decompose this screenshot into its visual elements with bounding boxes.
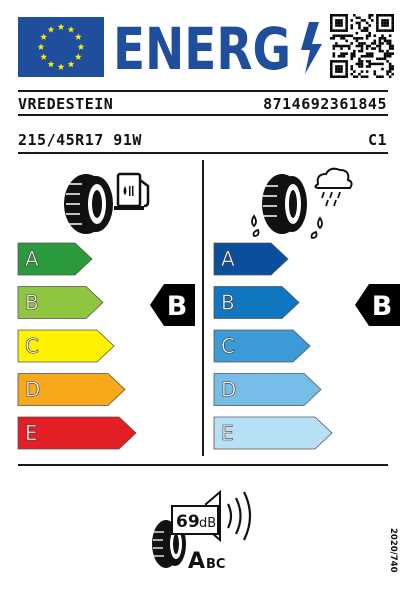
fuel-class-label: A	[25, 247, 39, 271]
fuel-class-a	[18, 243, 92, 275]
fuel-class-b	[18, 287, 103, 319]
wet-grip-icon	[246, 162, 356, 240]
energy-bolt-icon	[301, 22, 322, 74]
noise-value: 69	[176, 512, 200, 532]
fuel-efficiency-icon	[58, 162, 158, 238]
fuel-rating-badge	[150, 284, 195, 326]
fuel-efficiency-scale	[17, 242, 147, 454]
wet-grip-class-d	[214, 374, 321, 406]
wet-rating-letter: B	[371, 291, 393, 322]
fuel-class-label: E	[25, 421, 38, 445]
noise-unit: dB	[199, 516, 217, 531]
wet-grip-scale	[213, 242, 343, 454]
fuel-class-d	[18, 374, 125, 406]
divider-top	[18, 90, 388, 92]
ean-code: 8714692361845	[263, 95, 387, 113]
divider-bottom	[18, 464, 388, 466]
fuel-class-e	[18, 417, 136, 449]
wet-grip-class-label: E	[221, 421, 234, 445]
tyre-size: 215/45R17 91W	[18, 131, 142, 149]
tyre-class: C1	[367, 131, 387, 149]
noise-section	[148, 484, 260, 574]
wet-grip-rating-badge	[355, 284, 400, 326]
energy-label-title	[113, 15, 325, 83]
fuel-class-c	[18, 330, 114, 362]
wet-grip-class-label: B	[221, 290, 235, 315]
wet-grip-class-a	[214, 243, 288, 275]
sound-waves-icon	[228, 492, 250, 540]
brand-name: VREDESTEIN	[18, 95, 114, 113]
wet-grip-class-label: A	[221, 247, 235, 271]
qr-code	[330, 14, 394, 78]
regulation-number	[381, 526, 398, 576]
regulation-text: 2020/740	[388, 528, 398, 573]
wet-grip-class-label: C	[221, 334, 235, 358]
wet-grip-class-label: D	[221, 377, 237, 402]
wet-grip-class-e	[214, 417, 332, 449]
eu-flag-icon	[18, 17, 104, 77]
wet-grip-class-b	[214, 287, 299, 319]
divider-size	[18, 152, 388, 154]
fuel-class-label: D	[25, 377, 41, 402]
energy-title-text: ENERG	[113, 15, 291, 83]
divider-brand	[18, 114, 388, 116]
wet-grip-class-c	[214, 330, 310, 362]
noise-class-main: A	[188, 549, 206, 574]
column-divider	[202, 160, 204, 456]
fuel-class-label: B	[25, 290, 39, 315]
fuel-class-label: C	[25, 334, 39, 358]
fuel-rating-letter: B	[166, 291, 188, 322]
noise-class-rest: BC	[206, 557, 226, 572]
